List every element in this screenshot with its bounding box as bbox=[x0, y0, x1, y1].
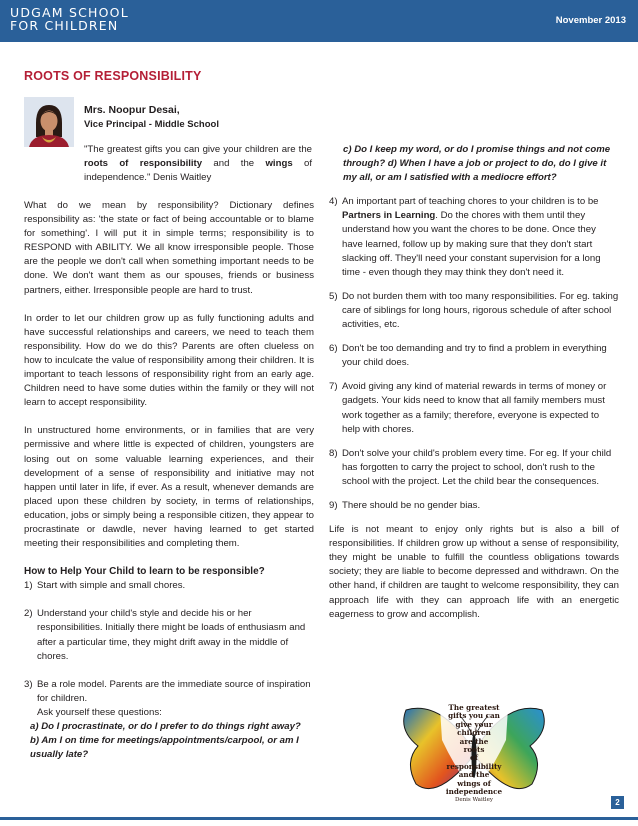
footer-rule bbox=[0, 817, 638, 820]
butterfly-line: roots bbox=[463, 745, 485, 755]
left-column bbox=[24, 199, 314, 762]
tip-item-4 bbox=[329, 195, 619, 280]
reflection-questions bbox=[24, 720, 314, 762]
question-b: b) Am I on time for meetings/appointments/carpool, or am I usually late? bbox=[30, 735, 299, 761]
quote-bold-roots: roots of responsibility bbox=[84, 158, 203, 170]
tip-text: Do not burden them with too many responsibilities. For eg. taking care of siblings for long hours, rigorous schedule of after school activities, etc. bbox=[342, 290, 619, 331]
section-subheading: How to Help Your Child to learn to be responsible? bbox=[24, 566, 265, 578]
butterfly-line: are the bbox=[459, 736, 489, 746]
school-name-line1: UDGAM SCHOOL bbox=[10, 5, 129, 20]
school-name bbox=[10, 6, 129, 32]
tip-item-7 bbox=[329, 380, 619, 436]
butterfly-line: give your bbox=[455, 719, 493, 729]
tip-number: 2) bbox=[24, 608, 33, 620]
tip-number: 9) bbox=[329, 499, 338, 511]
tip-text-cont: . Do the chores with them until they understand how you want the chores to be done. Once they have learned, follow up by making sure that they don't start slacking off. They'll need your constant supervision for a long time - even though they may think they don't need it. bbox=[342, 210, 601, 278]
butterfly-line: and the bbox=[458, 770, 490, 780]
butterfly-line: responsibility bbox=[446, 761, 502, 771]
quote-text-3: of independence." Denis Waitley bbox=[84, 158, 312, 184]
tip-text: Start with simple and small chores. bbox=[37, 580, 186, 592]
butterfly-line: gifts you can bbox=[448, 711, 500, 721]
intro-quote bbox=[84, 143, 312, 185]
butterfly-line: children bbox=[457, 728, 491, 738]
butterfly-credit: Denis Waitley bbox=[454, 797, 494, 804]
tip-number: 4) bbox=[329, 196, 338, 208]
tip-text: Don't solve your child's problem every time. For eg. If your child has forgotten to carry the project to school, don't rush to the school with the project. Let the child bear the consequences. bbox=[342, 447, 612, 487]
tip-text: An important part of teaching chores to your children is to be bbox=[342, 196, 599, 208]
tip-number: 5) bbox=[329, 290, 338, 302]
butterfly-line: independence bbox=[445, 787, 503, 797]
author-photo bbox=[24, 97, 74, 147]
tip-item-9 bbox=[329, 499, 619, 513]
school-name-line2: FOR CHILDREN bbox=[10, 18, 119, 33]
closing-paragraph: Life is not meant to enjoy only rights but is also a bill of responsibilities. If children grow up without a sense of responsibility, they might be unable to fulfill the countless obligations towards society; they are liable to become depressed and withdrawn. On the other hand, if children are taught to welcome responsibility, they can approach life with they can approach life with an energetic eagerness to grow and accomplish. bbox=[329, 524, 619, 620]
butterfly-line: of bbox=[470, 753, 478, 763]
paragraph-teaching: In order to let our children grow up as fully functioning adults and have successful relationships and careers, we need to teach them responsibility. How do we do this? Parents are often clueless on how to inculcate the value of responsibility among their children. It is important to teach lessons of responsibility right from an early age. Children need to have some duties within the family or they will not learn to accept responsibility. bbox=[24, 312, 314, 409]
quote-text-1: "The greatest gifts you can give your children are the bbox=[84, 144, 312, 155]
tip-text: There should be no gender bias. bbox=[342, 499, 481, 511]
quote-text-2: and the bbox=[202, 158, 266, 170]
issue-date: November 2013 bbox=[555, 15, 626, 26]
tip-number: 3) bbox=[24, 678, 33, 690]
tip-prompt: Ask yourself these questions: bbox=[37, 706, 162, 718]
author-name: Mrs. Noopur Desai, bbox=[84, 104, 180, 116]
tip-item-3 bbox=[24, 678, 314, 720]
article-title: ROOTS OF RESPONSIBILITY bbox=[24, 69, 202, 83]
question-c-d: c) Do I keep my word, or do I promise things and not come through? d) When I have a job or project to do, do I give it my all, or am I satisfied with a mediocre effort? bbox=[343, 144, 611, 184]
tip-text: Don't be too demanding and try to find a problem in everything your child does. bbox=[342, 343, 607, 369]
header-bar bbox=[0, 0, 638, 42]
paragraph-definition: What do we mean by responsibility? Dictionary defines responsibility as: 'the state or fact of being accountable or to blame for something'. I will put it in simple terms; responsibility is to RESPOND with ABILITY. We all know irresponsible people. Those are the people we don't call when something important needs to be done. We don't want them as our spouses, friends or business partners, either. Irresponsible people are hard to trust. bbox=[24, 200, 314, 296]
page-number: 2 bbox=[611, 796, 624, 809]
butterfly-line: wings of bbox=[457, 778, 491, 788]
butterfly-quote bbox=[440, 704, 508, 805]
tip-item-1 bbox=[24, 579, 314, 593]
quote-bold-wings: wings bbox=[265, 158, 293, 170]
tip-item-8 bbox=[329, 447, 619, 489]
tip-text: Understand your child's style and decide his or her responsibilities. Initially there might be loads of enthusiasm and after a particular time, they might drift away in the middle of chores. bbox=[37, 608, 306, 662]
tip-number: 6) bbox=[329, 343, 338, 355]
tip-text: Avoid giving any kind of material rewards in terms of money or gadgets. Your kids need to know that all family members must work together as a family; therefore, everyone is expected to help with chores. bbox=[342, 381, 607, 435]
tip-item-2 bbox=[24, 607, 314, 663]
tip-item-5 bbox=[329, 290, 619, 332]
butterfly-line: The greatest bbox=[448, 703, 500, 712]
paragraph-environments: In unstructured home environments, or in families that are very permissive and where little is expected of children, youngsters are losing out on some valuable learning experiences, and their development of a sense of responsibility and initiative may not happen until later in life, if ever. As a result, whenever demands are placed upon these children by society, in terms of relationships, education, jobs or simply being a responsible citizen, they appear to procrastinate or dawdle, never having learned to get started meeting their responsibilities and completing them. bbox=[24, 425, 314, 550]
tip-emphasis: Partners in Learning bbox=[342, 210, 436, 222]
right-column bbox=[329, 143, 619, 622]
tip-number: 1) bbox=[24, 580, 33, 592]
question-a: a) Do I procrastinate, or do I prefer to do things right away? bbox=[30, 721, 301, 732]
tip-number: 7) bbox=[329, 381, 338, 393]
tip-item-6 bbox=[329, 342, 619, 370]
tip-text: Be a role model. Parents are the immediate source of inspiration for children. bbox=[37, 678, 311, 704]
author-role: Vice Principal - Middle School bbox=[84, 119, 219, 130]
tip-number: 8) bbox=[329, 447, 338, 459]
